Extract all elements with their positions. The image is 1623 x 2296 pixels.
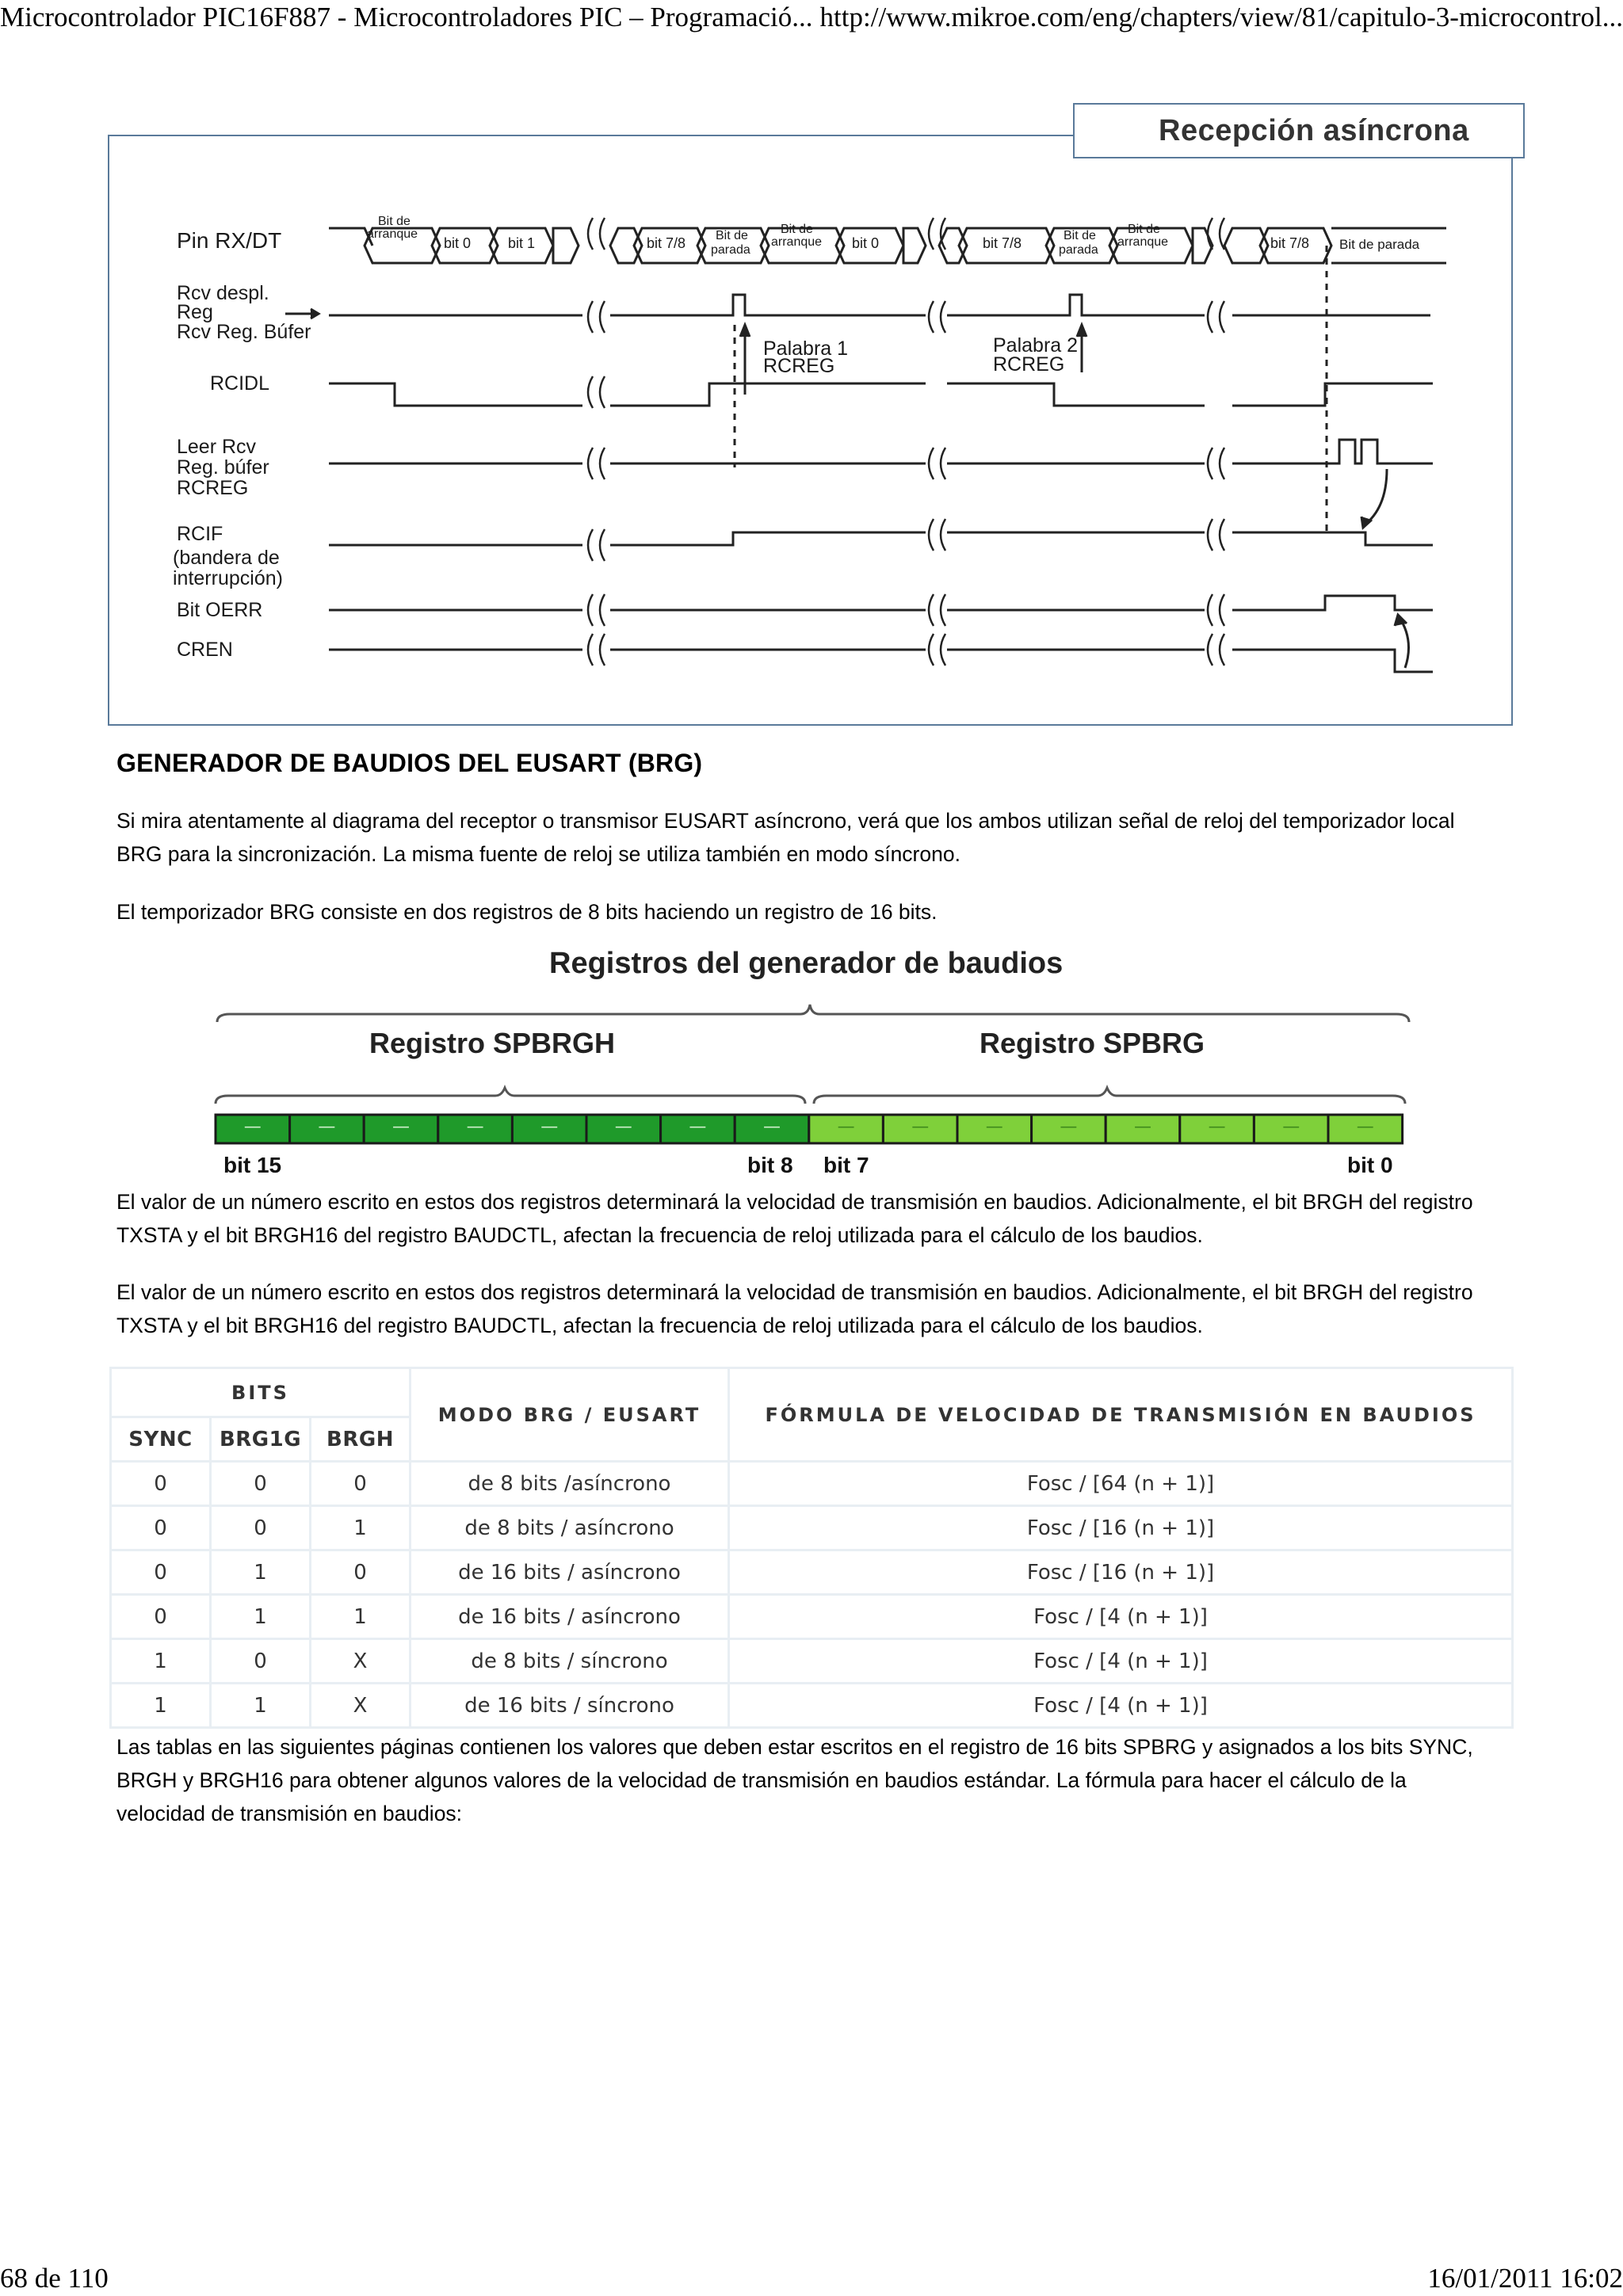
register-bit-mark: — xyxy=(243,1117,262,1137)
label-word2-a: Palabra 2 xyxy=(993,334,1079,357)
cell-sync: 0 xyxy=(111,1506,211,1550)
cren-waveform xyxy=(329,650,1433,672)
label-rcv-shift-2: Reg xyxy=(177,301,213,323)
label-read-3: RCREG xyxy=(177,477,249,499)
register-bit-mark: — xyxy=(763,1117,781,1137)
rcv-shift-reg-waveform xyxy=(329,295,1430,315)
register-bit-mark: — xyxy=(689,1117,707,1137)
label-start-bit-2b: arranque xyxy=(771,235,823,249)
table-row xyxy=(111,1550,1513,1595)
paragraph-5: Las tablas en las siguientes páginas contienen los valores que deben estar escritos en el registro de 16 bits SPBRG y asignados a los bits SYNC, BRGH y BRGH16 para obtener algunos valores de la velocidad de transmisión en baudios estándar. La fórmula para hacer el cálculo de la velocidad de transmisión en baudios: xyxy=(116,1735,1473,1825)
table-row xyxy=(111,1639,1513,1684)
bit-7-label: bit 7 xyxy=(823,1153,869,1177)
label-stop-bit-2a: Bit de xyxy=(1064,229,1096,242)
register-bit-mark: — xyxy=(1134,1117,1151,1137)
cell-mode: de 16 bits / asíncrono xyxy=(411,1550,729,1595)
label-bit0-1: bit 0 xyxy=(444,235,472,251)
label-start-bit-1a: Bit de xyxy=(378,215,411,228)
label-rcv-shift-1: Rcv despl. xyxy=(177,282,269,304)
register-bit-mark: — xyxy=(540,1117,559,1137)
header-brg16: BRG1G xyxy=(211,1417,311,1462)
bit-8-label: bit 8 xyxy=(747,1153,793,1177)
spbrgh-label: Registro SPBRGH xyxy=(369,1027,616,1059)
cell-brgh: 1 xyxy=(311,1506,411,1550)
label-start-bit-1b: arranque xyxy=(367,227,418,241)
label-rcif-1: RCIF xyxy=(177,523,223,545)
label-read-1: Leer Rcv xyxy=(177,436,257,458)
table-row xyxy=(111,1506,1513,1550)
label-bit78-1: bit 7/8 xyxy=(647,235,686,251)
label-stop-bit-2b: parada xyxy=(1059,243,1098,257)
label-rcv-buffer: Rcv Reg. Búfer xyxy=(177,321,311,343)
rcif-waveform xyxy=(329,532,1433,545)
print-header-url: http://www.mikroe.com/eng/chapters/view/81/capitulo-3-microcontrol... xyxy=(819,2,1623,32)
cell-mode: de 16 bits / asíncrono xyxy=(411,1595,729,1639)
cell-mode: de 16 bits / síncrono xyxy=(411,1684,729,1728)
label-stop-bit-3: Bit de parada xyxy=(1339,237,1420,252)
cell-brgh: 1 xyxy=(311,1595,411,1639)
label-rcidl: RCIDL xyxy=(210,372,270,395)
label-word1-b: RCREG xyxy=(763,355,835,377)
label-bit0-2: bit 0 xyxy=(852,235,880,251)
header-mode: MODO BRG / EUSART xyxy=(411,1368,729,1462)
cell-formula: Fosc / [16 (n + 1)] xyxy=(729,1550,1513,1595)
print-footer-page: 68 de 110 xyxy=(0,2263,109,2294)
paragraph-2: El temporizador BRG consiste en dos registros de 8 bits haciendo un registro de 16 bits. xyxy=(116,900,938,924)
cell-sync: 0 xyxy=(111,1462,211,1506)
header-bits: BITS xyxy=(111,1368,411,1417)
label-start-bit-3a: Bit de xyxy=(1128,223,1160,236)
header-sync: SYNC xyxy=(111,1417,211,1462)
print-header-title: Microcontrolador PIC16F887 - Microcontroladores PIC – Programació... xyxy=(0,2,813,32)
register-bit-mark: — xyxy=(614,1117,632,1137)
cell-brgh: 0 xyxy=(311,1550,411,1595)
register-bit-mark: — xyxy=(392,1117,410,1137)
cell-formula: Fosc / [16 (n + 1)] xyxy=(729,1506,1513,1550)
register-bit-mark: — xyxy=(911,1117,930,1137)
register-bit-mark: — xyxy=(1356,1117,1374,1137)
cell-formula: Fosc / [64 (n + 1)] xyxy=(729,1462,1513,1506)
label-start-bit-2a: Bit de xyxy=(781,223,813,236)
spbrg-label: Registro SPBRG xyxy=(980,1027,1205,1059)
cell-brg16: 1 xyxy=(211,1684,311,1728)
oerr-waveform xyxy=(329,596,1433,610)
cell-brg16: 0 xyxy=(211,1506,311,1550)
label-bit78-2: bit 7/8 xyxy=(983,235,1022,251)
cell-formula: Fosc / [4 (n + 1)] xyxy=(729,1684,1513,1728)
cell-brgh: X xyxy=(311,1639,411,1684)
register-bit-mark: — xyxy=(1060,1117,1078,1137)
label-start-bit-3b: arranque xyxy=(1117,235,1169,249)
cell-brg16: 0 xyxy=(211,1639,311,1684)
cell-sync: 0 xyxy=(111,1550,211,1595)
bit-0-label: bit 0 xyxy=(1347,1153,1393,1177)
cell-brgh: X xyxy=(311,1684,411,1728)
label-stop-bit-1a: Bit de xyxy=(716,229,748,242)
cell-mode: de 8 bits /asíncrono xyxy=(411,1462,729,1506)
cell-formula: Fosc / [4 (n + 1)] xyxy=(729,1595,1513,1639)
table-row xyxy=(111,1684,1513,1728)
brg-register-diagram xyxy=(0,990,1623,1165)
print-footer-datetime: 16/01/2011 16:02 xyxy=(1427,2263,1623,2294)
timing-diagram-title: Recepción asíncrona xyxy=(1073,103,1525,158)
cell-sync: 1 xyxy=(111,1684,211,1728)
label-rx-pin: Pin RX/DT xyxy=(177,228,282,253)
label-rcif-2: (bandera de xyxy=(173,547,280,569)
label-cren: CREN xyxy=(177,639,233,661)
cell-sync: 1 xyxy=(111,1639,211,1684)
register-bit-mark: — xyxy=(318,1117,336,1137)
label-bit78-3: bit 7/8 xyxy=(1270,235,1310,251)
label-read-2: Reg. búfer xyxy=(177,456,269,479)
register-bit-mark: — xyxy=(1282,1117,1300,1137)
register-bit-mark: — xyxy=(466,1117,484,1137)
cell-brg16: 0 xyxy=(211,1462,311,1506)
cell-formula: Fosc / [4 (n + 1)] xyxy=(729,1639,1513,1684)
table-row xyxy=(111,1595,1513,1639)
rcidl-waveform xyxy=(329,383,1433,406)
label-stop-bit-1b: parada xyxy=(711,243,750,257)
header-formula: FÓRMULA DE VELOCIDAD DE TRANSMISIÓN EN BAUDIOS xyxy=(729,1368,1513,1462)
label-rcif-3: interrupción) xyxy=(173,567,283,589)
header-brgh: BRGH xyxy=(311,1417,411,1462)
paragraph-4: El valor de un número escrito en estos dos registros determinará la velocidad de transmisión en baudios. Adicionalmente, el bit BRGH del registro TXSTA y el bit BRGH16 del registro BAUDCTL, afectan la frecuencia de reloj utilizada para el cálculo de los baudios. xyxy=(116,1280,1473,1337)
read-rcreg-waveform xyxy=(329,440,1433,463)
label-word1-a: Palabra 1 xyxy=(763,338,849,360)
paragraph-3: El valor de un número escrito en estos dos registros determinará la velocidad de transmisión en baudios. Adicionalmente, el bit BRGH del registro TXSTA y el bit BRGH16 del registro BAUDCTL, afectan la frecuencia de reloj utilizada para el cálculo de los baudios. xyxy=(116,1190,1473,1247)
cell-mode: de 8 bits / asíncrono xyxy=(411,1506,729,1550)
section-heading: GENERADOR DE BAUDIOS DEL EUSART (BRG) xyxy=(116,749,703,777)
paragraph-1: Si mira atentamente al diagrama del receptor o transmisor EUSART asíncrono, verá que los ambos utilizan señal de reloj del temporizador local BRG para la sincronización. La misma fuente de reloj se utiliza también en modo síncrono. xyxy=(116,809,1455,866)
label-word2-b: RCREG xyxy=(993,353,1065,376)
cell-mode: de 8 bits / síncrono xyxy=(411,1639,729,1684)
bit-15-label: bit 15 xyxy=(223,1153,282,1177)
label-oerr: Bit OERR xyxy=(177,599,263,621)
register-bit-mark: — xyxy=(837,1117,855,1137)
cell-sync: 0 xyxy=(111,1595,211,1639)
baud-formula-table xyxy=(109,1367,1514,1729)
cell-brg16: 1 xyxy=(211,1595,311,1639)
cell-brg16: 1 xyxy=(211,1550,311,1595)
cell-brgh: 0 xyxy=(311,1462,411,1506)
table-row xyxy=(111,1462,1513,1506)
register-bit-mark: — xyxy=(985,1117,1003,1137)
register-bit-mark: — xyxy=(1208,1117,1226,1137)
brg-figure-title: Registros del generador de baudios xyxy=(549,947,1064,980)
label-bit1-1: bit 1 xyxy=(508,235,536,251)
